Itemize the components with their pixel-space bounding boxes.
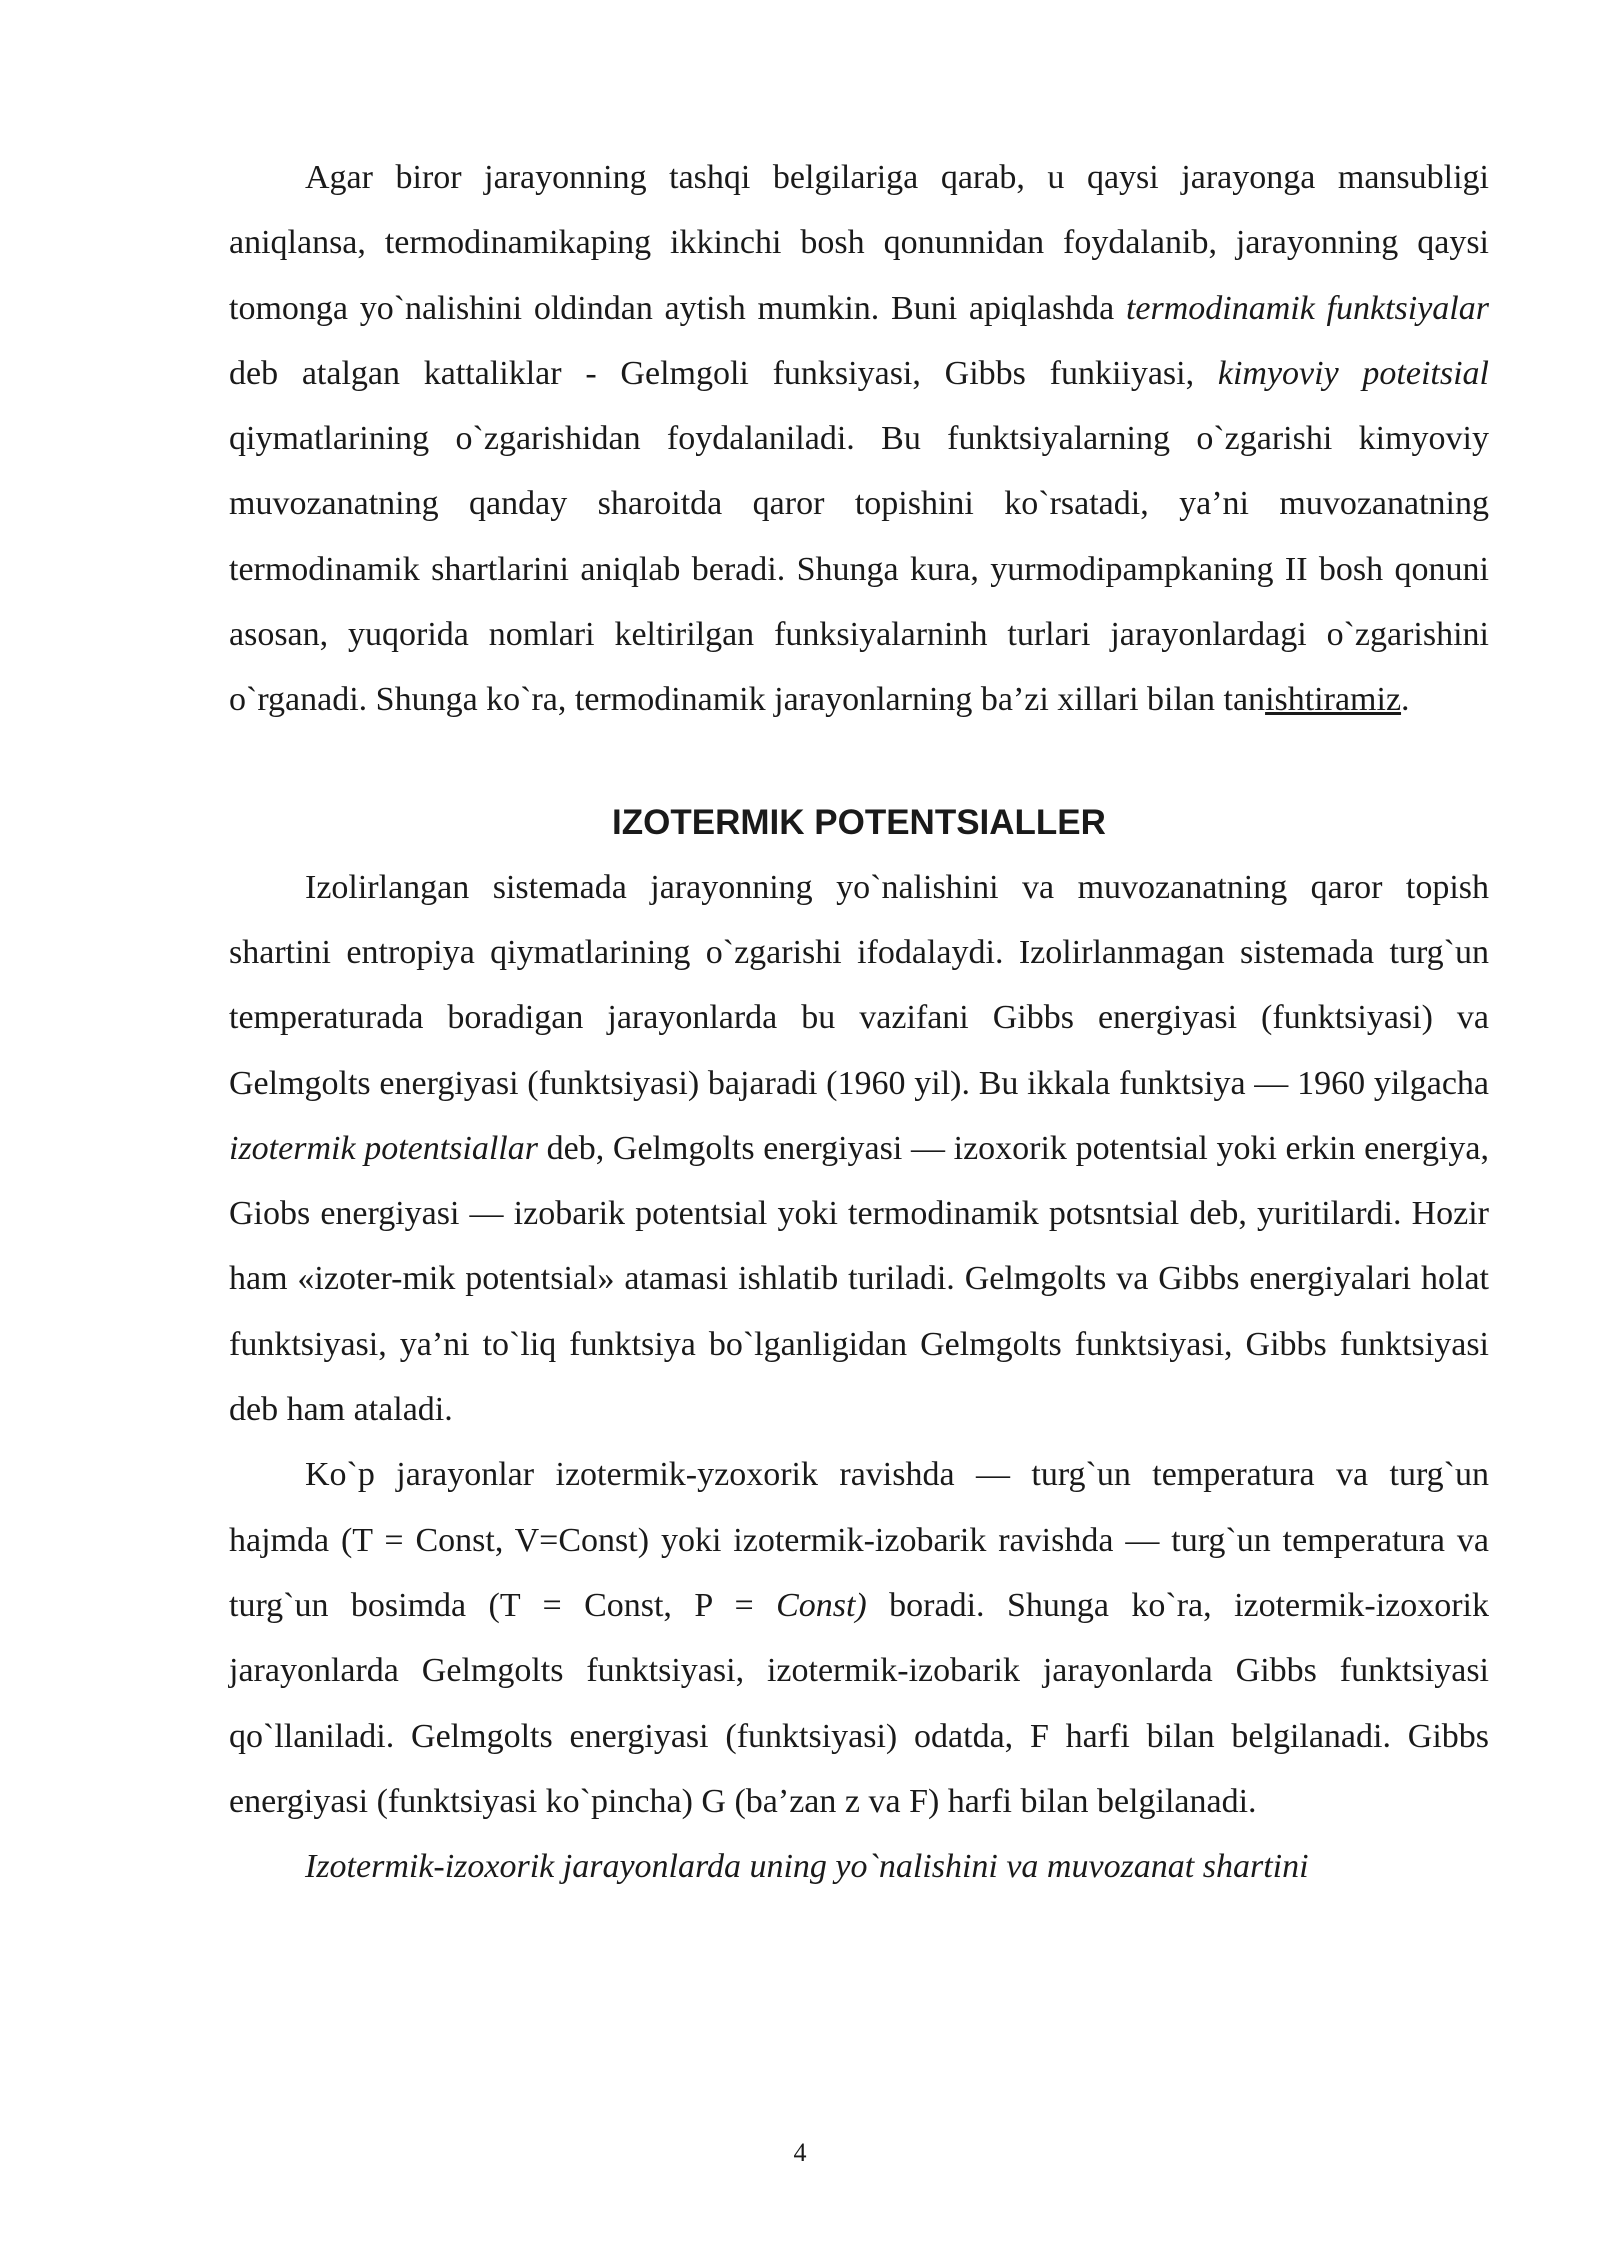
page-content xyxy=(229,145,1489,1899)
italic-term-chemical-potential: kimyoviy poteitsial xyxy=(1217,354,1489,392)
text-run: boradi. Shunga ko`ra, izotermik-izoxorik jarayonlarda Gelmgolts funktsiyasi, izotermik-izobarik jarayonlarda Gibbs funktsiyasi qo`llaniladi. Gelmgolts energiyasi (funktsiyasi) odatda, F harfi bilan belgilanadi. Gibbs energiyasi (funktsiyasi ko`pincha) G (ba’zan z va F) harfi bilan belgilanadi. xyxy=(229,1586,1489,1820)
text-run: Agar biror jarayonning tashqi belgilariga qarab, u qaysi jarayonga mansubligi aniqlansa, termodinamikaping ikkinchi bosh qonunnidan foydalanib, jarayonning qaysi tomonga yo`nalishini oldindan aytish mumkin. Buni apiqlashda xyxy=(229,159,1489,327)
italic-term-thermodynamic-functions: termodinamik funktsiyalar xyxy=(1125,289,1489,327)
page-number: 4 xyxy=(793,2138,807,2167)
text-run: deb atalgan kattaliklar - Gelmgoli funksiyasi, Gibbs funkiiyasi, xyxy=(229,354,1218,392)
text-run: Ko`p jarayonlar izotermik-yzoxorik ravishda — turg`un temperatura va turg`un hajmda (T = Const, V=Const) yoki izotermik-izobarik ravishda — turg`un temperatura va turg`un bosimda (T = Const, P = xyxy=(229,1456,1489,1624)
underlined-text: ishtiramiz xyxy=(1265,681,1402,719)
paragraph-intro xyxy=(229,145,1489,733)
text-run: qiymatlarining o`zgarishidan foydalaniladi. Bu funktsiyalarning o`zgarishi kimyoviy muvozanatning qanday sharoitda qaror topishini ko`rsatadi, ya’ni muvozanatning termodinamik shartlarini aniqlab beradi. Shunga kura, yurmodipampkaning II bosh qonuni asosan, yuqorida nomlari keltirilgan funksiyalarninh turlari jarayonlardagi o`zgarishini o`rganadi. Shunga ko`ra, termodinamik jarayonlarning ba’zi xillari bilan tan xyxy=(229,420,1489,719)
paragraph-processes xyxy=(229,1442,1489,1834)
paragraph-isochoric xyxy=(229,1834,1489,1899)
italic-term-isothermal-potentials: izotermik potentsiallar xyxy=(229,1129,538,1167)
italic-text-run: Izotermik-izoxorik jarayonlarda uning yo`nalishini va muvozanat shartini xyxy=(305,1848,1309,1886)
text-run: deb, Gelmgolts energiyasi — izoxorik potentsial yoki erkin energiya, Giobs energiyasi — izobarik potentsial yoki termodinamik potsntsial deb, yuritilardi. Hozir ham «izoter-mik potentsial» atamasi ishlatib turiladi. Gelmgolts va Gibbs energiyalari holat funktsiyasi, ya’ni to`liq funktsiya bo`lganligidan Gelmgolts funktsiyasi, Gibbs funktsiyasi deb ham ataladi. xyxy=(229,1129,1489,1429)
text-run: . xyxy=(1401,681,1410,719)
section-heading: IZOTERMIK POTENTSIALLER xyxy=(612,802,1106,842)
italic-const: Const) xyxy=(776,1586,867,1624)
paragraph-isolated-system xyxy=(229,855,1489,1443)
text-run: Izolirlangan sistemada jarayonning yo`nalishini va muvozanatning qaror topish shartini entropiya qiymatlarining o`zgarishi ifodalaydi. Izolirlanmagan sistemada turg`un temperaturada boradigan jarayonlarda bu vazifani Gibbs energiyasi (funktsiyasi) va Gelmgolts energiyasi (funktsiyasi) bajaradi (1960 yil). Bu ikkala funktsiya — 1960 yilgacha xyxy=(229,868,1489,1102)
